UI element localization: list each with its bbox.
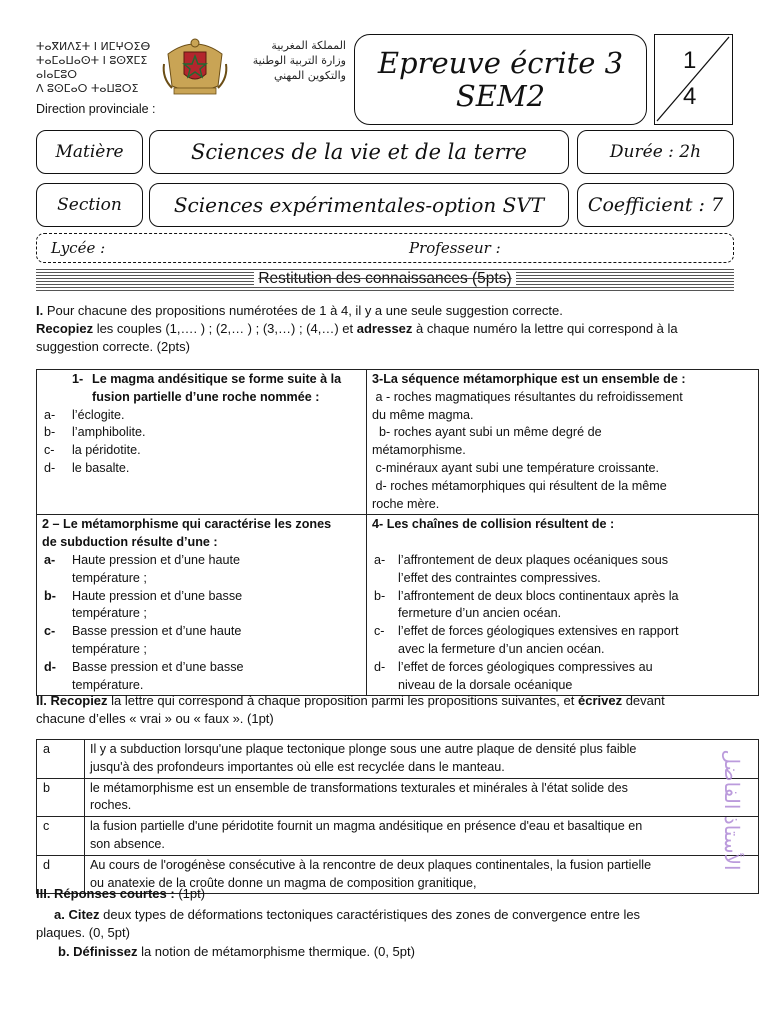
part1-instruction [36,320,678,338]
table-row [37,740,759,779]
part3-title [36,885,205,903]
part3-question-b [58,943,415,961]
tifinagh-line-2: ⵜⴰⵎⴰⵡⴰⵙⵜ ⵏ ⵓⵙⴳⵎⵉ ⴰⵏⴰⵎⵓⵔ [36,54,148,81]
qcm-table [36,369,759,696]
part1-adressez: adressez [356,321,413,336]
exam-title-line-1: Epreuve écrite 3 [377,45,624,80]
arabic-line-3: والتكوين المهني [273,69,346,82]
row-statement: Il y a subduction lorsqu'une plaque tectonique plonge sous une autre plaque de densité plus faible jusqu'à des profondeurs importantes où elle est recyclée dans le manteau. [85,740,759,779]
duree-box [577,130,734,174]
tifinagh-line-3: ⴷ ⵓⵙⵎⴰⵔ ⵜⴰⵡⵓⵔⵉ [36,82,139,95]
part-title: Restitution des connaissances (5pts) [254,270,515,287]
section-value-box [149,183,569,227]
part1-lettre-text: à chaque numéro la lettre qui correspond à la [412,321,678,336]
list-item: b- l’affrontement de deux blocs continentaux après la fermeture d’un ancien océan. [374,588,679,621]
list-item: a- Haute pression et d’une haute température ; [44,552,241,585]
list-item: du même magma. [372,407,474,422]
question-1-title-2: fusion partielle d’une roche nommée : [92,389,320,404]
part1-intro [36,302,563,320]
table-row [37,817,759,856]
question-4-title: 4- Les chaînes de collision résultent de : [372,517,615,532]
row-statement: le métamorphisme est un ensemble de transformations texturales et minérales à l'état solide des roches. [85,778,759,817]
part3-a-text: deux types de déformations tectoniques caractéristiques des zones de convergence entre les [99,907,641,922]
matiere-value-box [149,130,569,174]
question-3-title: 3-La séquence métamorphique est un ensemble de : [372,372,686,386]
part2-recopiez: Recopiez [50,693,108,708]
page-number-box [654,34,733,125]
part1-couples-text: les couples (1,…. ) ; (2,… ) ; (3,…) ; (4,…) et [93,321,357,336]
question-2-title-1: 2 – Le métamorphisme qui caractérise les zones [42,517,332,532]
list-item: c- l’effet de forces géologiques extensives en rapport avec la fermeture d’un ancien océan. [374,624,679,656]
row-letter: c [37,817,85,856]
page-number: 1 [683,47,697,74]
part3-points: (1pt) [174,886,206,901]
matiere-label-box [36,130,143,174]
list-item: b- roches ayant subi un même degré de [372,425,602,440]
table-row [37,778,759,817]
list-item: d- l’effet de forces géologiques compressives au niveau de la dorsale océanique [374,659,653,692]
part3-title-text: III. Réponses courtes : [36,886,175,901]
row-letter: b [37,778,85,817]
row-statement: la fusion partielle d'une péridotite fournit un magma andésitique en présence d'eau et basaltique en son absence. [85,817,759,856]
arabic-header [226,38,346,83]
part3-question-a [54,906,640,924]
row-statement: Au cours de l'orogénèse consécutive à la rencontre de deux plaques continentales, la fusion partielle ou anatexie de la croûte donne un magma de composition granitique, [85,855,759,894]
watermark-signature [692,740,768,880]
page-total: 4 [683,83,697,110]
coat-of-arms-emblem [160,34,230,98]
list-item: d- roches métamorphiques qui résultent de la même [372,478,667,493]
part2-text-1: la lettre qui correspond à chaque proposition parmi les propositions suivantes, et [107,693,578,708]
duree-value: Durée : 2h [609,142,702,162]
part2-instruction [36,692,665,710]
professeur-label: Professeur : [409,239,501,257]
direction-provinciale: Direction provinciale : [36,102,156,116]
question-4-cell [367,515,759,696]
list-item: b- Haute pression et d’une basse température ; [44,588,243,621]
list-item: c-minéraux ayant subi une température croissante. [372,460,659,475]
tifinagh-line-1: ⵜⴰⴳⵍⴷⵉⵜ ⵏ ⵍⵎⵖⵔⵉⴱ [36,40,151,53]
part2-instruction-end: chacune d’elles « vrai » ou « faux ». (1pt) [36,711,274,726]
coefficient-box [577,183,734,227]
part3-a-label: a. Citez [54,907,100,922]
list-item: a - roches magmatiques résultantes du refroidissement [372,389,683,404]
tifinagh-header [36,40,166,96]
part2-ecrivez: écrivez [577,693,623,708]
section-label-box [36,183,143,227]
lycee-professeur-box [36,233,734,263]
coefficient-value: Coefficient : 7 [587,194,724,216]
list-item: c- la péridotite. [44,443,141,458]
part1-num: I. [36,303,44,318]
question-2-title-2: de subduction résulte d’une : [42,535,218,550]
question-2-cell [37,515,367,696]
matiere-value: Sciences de la vie et de la terre [191,140,527,164]
section-value: Sciences expérimentales-option SVT [173,193,545,217]
table-row [37,515,759,696]
question-1-cell [37,370,367,515]
question-1-title-1: Le magma andésitique se forme suite à la [92,372,342,386]
exam-title-line-2: SEM2 [455,78,546,113]
part2-num: II. [36,693,47,708]
list-item: d- Basse pression et d’une basse température. [44,659,244,692]
part-title-banner [36,267,734,292]
lycee-label: Lycée : [51,239,106,257]
row-letter: d [37,855,85,894]
list-item: c- Basse pression et d’une haute température ; [44,624,242,656]
matiere-label: Matière [55,142,124,162]
arabic-line-2: وزارة التربية الوطنية [252,54,346,67]
part1-intro-text: Pour chacune des propositions numérotées de 1 à 4, il y a une seule suggestion correcte. [43,303,563,318]
list-item: b- l’amphibolite. [44,425,146,440]
part1-recopiez: Recopiez [36,321,94,336]
list-item: roche mère. [372,496,440,511]
part2-text-2: devant [622,693,665,708]
list-item: a- l’éclogite. [44,407,125,422]
list-item: d- le basalte. [44,460,130,475]
true-false-table [36,739,759,894]
table-row [37,370,759,515]
part3-b-text: la notion de métamorphisme thermique. (0, 5pt) [137,944,415,959]
section-label: Section [57,195,122,215]
arabic-line-1: المملكة المغربية [271,39,346,52]
exam-title-box [354,34,647,125]
question-1-num: 1- [72,372,84,386]
list-item: métamorphisme. [372,443,466,458]
part1-instruction-end: suggestion correcte. (2pts) [36,339,190,354]
part3-b-label: b. Définissez [58,944,138,959]
list-item: a- l’affrontement de deux plaques océaniques sous l’effet des contraintes compressives. [374,552,669,585]
question-3-cell [367,370,759,515]
watermark-text: الأستاذ الفاضل [720,749,744,871]
part3-question-a-end: plaques. (0, 5pt) [36,925,130,940]
row-letter: a [37,740,85,779]
